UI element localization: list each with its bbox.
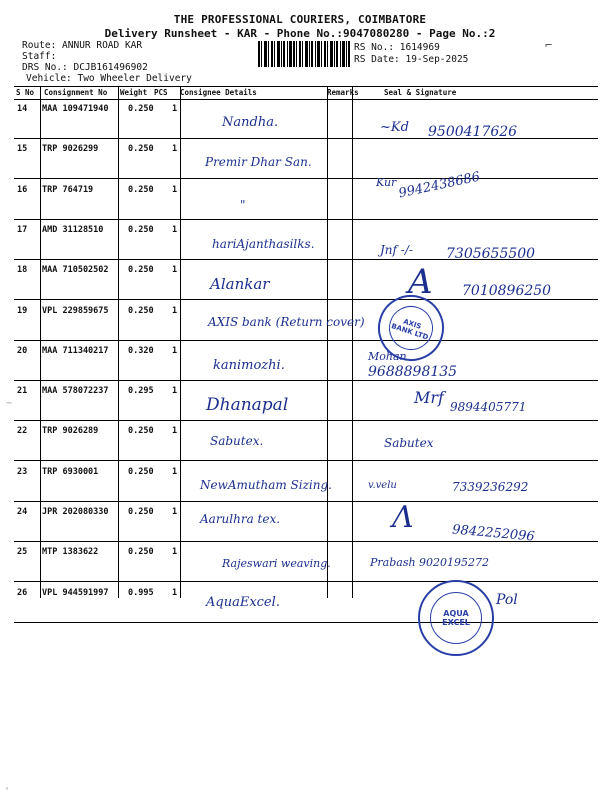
row-sno: 15 <box>17 144 28 155</box>
signature-phone: 7305655500 <box>446 246 536 262</box>
consignee-handwriting: Rajeswari weaving. <box>222 557 331 570</box>
signature-mark: Jnf -/- <box>380 243 413 257</box>
rs-date: RS Date: 19-Sep-2025 <box>354 54 469 65</box>
consignee-handwriting: Aarulhra tex. <box>200 512 281 526</box>
row-consignment: MTP 1383622 <box>42 547 99 558</box>
row-pcs: 1 <box>172 144 178 155</box>
row-weight: 0.250 <box>128 547 154 558</box>
row-consignment: MAA 109471940 <box>42 104 109 114</box>
consignee-handwriting: Premir Dhar San. <box>205 155 312 169</box>
corner-mark: ⌐ <box>545 38 553 52</box>
col-seal: Seal & Signature <box>384 88 457 97</box>
col-consignment: Consignment No <box>44 88 108 97</box>
row-pcs: 1 <box>172 587 178 598</box>
signature-mark: A <box>408 262 433 302</box>
row-consignment: TRP 9026289 <box>42 426 99 437</box>
consignee-handwriting: NewAmutham Sizing. <box>200 478 332 492</box>
row-consignment: JPR 202080330 <box>42 507 109 517</box>
row-sno: 19 <box>17 305 28 316</box>
signature-mark: Pol <box>496 592 518 608</box>
row-weight: 0.250 <box>128 265 154 276</box>
row-weight: 0.250 <box>128 144 154 155</box>
signature-phone: 9500417626 <box>428 124 518 140</box>
consignee-handwriting: AXIS bank (Return cover) <box>208 315 365 329</box>
row-consignment: TRP 764719 <box>42 184 94 195</box>
col-consignee: Consignee Details <box>180 88 257 97</box>
signature-phone: 9942438686 <box>397 169 482 202</box>
row-consignment: TRP 6930001 <box>42 466 99 477</box>
signature-initials: Kur <box>376 176 397 189</box>
row-weight: 0.250 <box>128 184 154 195</box>
consignee-handwriting: " <box>240 198 246 212</box>
signature-mark: Λ <box>392 500 414 535</box>
vehicle-label: Vehicle: Two Wheeler Delivery <box>26 73 192 84</box>
row-consignment: TRP 9026299 <box>42 144 99 155</box>
route-label: Route: ANNUR ROAD KAR <box>22 40 143 51</box>
row-pcs: 1 <box>172 466 178 477</box>
row-weight: 0.320 <box>128 345 154 356</box>
drs-number: DRS No.: DCJB161496902 <box>22 62 148 73</box>
row-pcs: 1 <box>172 104 178 114</box>
signature-phone: 7010896250 <box>462 283 552 299</box>
row-consignment: AMD 31128510 <box>42 224 104 235</box>
row-weight: 0.250 <box>128 466 154 477</box>
row-sno: 26 <box>17 587 28 598</box>
signature-phone: Prabash 9020195272 <box>370 556 490 569</box>
col-pcs: PCS <box>154 88 168 97</box>
margin-mark: ~ <box>6 398 13 409</box>
signature-mark: Sabutex <box>384 436 434 450</box>
col-sno: S No <box>16 88 35 97</box>
table-row <box>14 420 598 461</box>
row-sno: 23 <box>17 466 28 477</box>
row-sno: 16 <box>17 184 28 195</box>
margin-mark: ' <box>4 786 11 797</box>
row-pcs: 1 <box>172 507 178 517</box>
table-row <box>14 179 598 220</box>
row-sno: 24 <box>17 507 28 517</box>
row-sno: 17 <box>17 224 28 235</box>
row-consignment: MAA 711340217 <box>42 345 109 356</box>
consignee-handwriting: kanimozhi. <box>213 358 285 373</box>
row-pcs: 1 <box>172 224 178 235</box>
consignee-handwriting: Nandha. <box>222 115 279 130</box>
signature-phone: 9688898135 <box>368 364 458 380</box>
consignee-handwriting: Dhanapal <box>206 395 289 415</box>
signature-name: v.velu <box>368 480 397 491</box>
staff-label: Staff: <box>22 51 57 62</box>
consignee-handwriting: Alankar <box>210 275 270 293</box>
runsheet-subtitle: Delivery Runsheet - KAR - Phone No.:9047080280 - Page No.:2 <box>104 27 496 40</box>
aqua-excel-seal <box>418 580 494 656</box>
row-pcs: 1 <box>172 345 178 356</box>
row-sno: 14 <box>17 104 28 114</box>
row-consignment: VPL 944591997 <box>42 587 109 598</box>
row-weight: 0.250 <box>128 507 154 517</box>
row-sno: 22 <box>17 426 28 437</box>
row-weight: 0.995 <box>128 587 154 598</box>
table-row <box>14 340 598 381</box>
col-remarks: Remarks <box>327 88 359 97</box>
barcode <box>258 41 350 67</box>
row-consignment: MAA 710502502 <box>42 265 109 276</box>
row-weight: 0.295 <box>128 386 154 397</box>
row-pcs: 1 <box>172 184 178 195</box>
row-pcs: 1 <box>172 547 178 558</box>
signature-mark: ~Kd <box>380 120 409 135</box>
col-weight: Weight <box>120 88 148 97</box>
company-title: THE PROFESSIONAL COURIERS, COIMBATORE <box>173 13 427 26</box>
consignee-handwriting: AquaExcel. <box>206 595 280 610</box>
row-pcs: 1 <box>172 386 178 397</box>
row-weight: 0.250 <box>128 224 154 235</box>
signature-phone: 9842252096 <box>451 522 536 545</box>
row-sno: 18 <box>17 265 28 276</box>
row-sno: 25 <box>17 547 28 558</box>
signature-mark: Mrf <box>414 388 444 407</box>
consignee-handwriting: hariAjanthasilks. <box>212 237 315 251</box>
row-weight: 0.250 <box>128 305 154 316</box>
row-weight: 0.250 <box>128 104 154 114</box>
signature-phone: 7339236292 <box>452 480 529 494</box>
row-consignment: VPL 229859675 <box>42 305 109 316</box>
seal-text: AQUA EXCEL <box>442 609 470 627</box>
rs-number: RS No.: 1614969 <box>354 42 440 53</box>
row-weight: 0.250 <box>128 426 154 437</box>
row-pcs: 1 <box>172 265 178 276</box>
row-pcs: 1 <box>172 305 178 316</box>
row-pcs: 1 <box>172 426 178 437</box>
row-sno: 21 <box>17 386 28 397</box>
seal-text: AXIS BANK LTD <box>390 317 430 342</box>
signature-phone: 9894405771 <box>450 400 527 414</box>
row-consignment: MAA 578072237 <box>42 386 109 397</box>
row-sno: 20 <box>17 345 28 356</box>
signature-name: Mohan <box>368 350 407 363</box>
consignee-handwriting: Sabutex. <box>210 434 264 448</box>
